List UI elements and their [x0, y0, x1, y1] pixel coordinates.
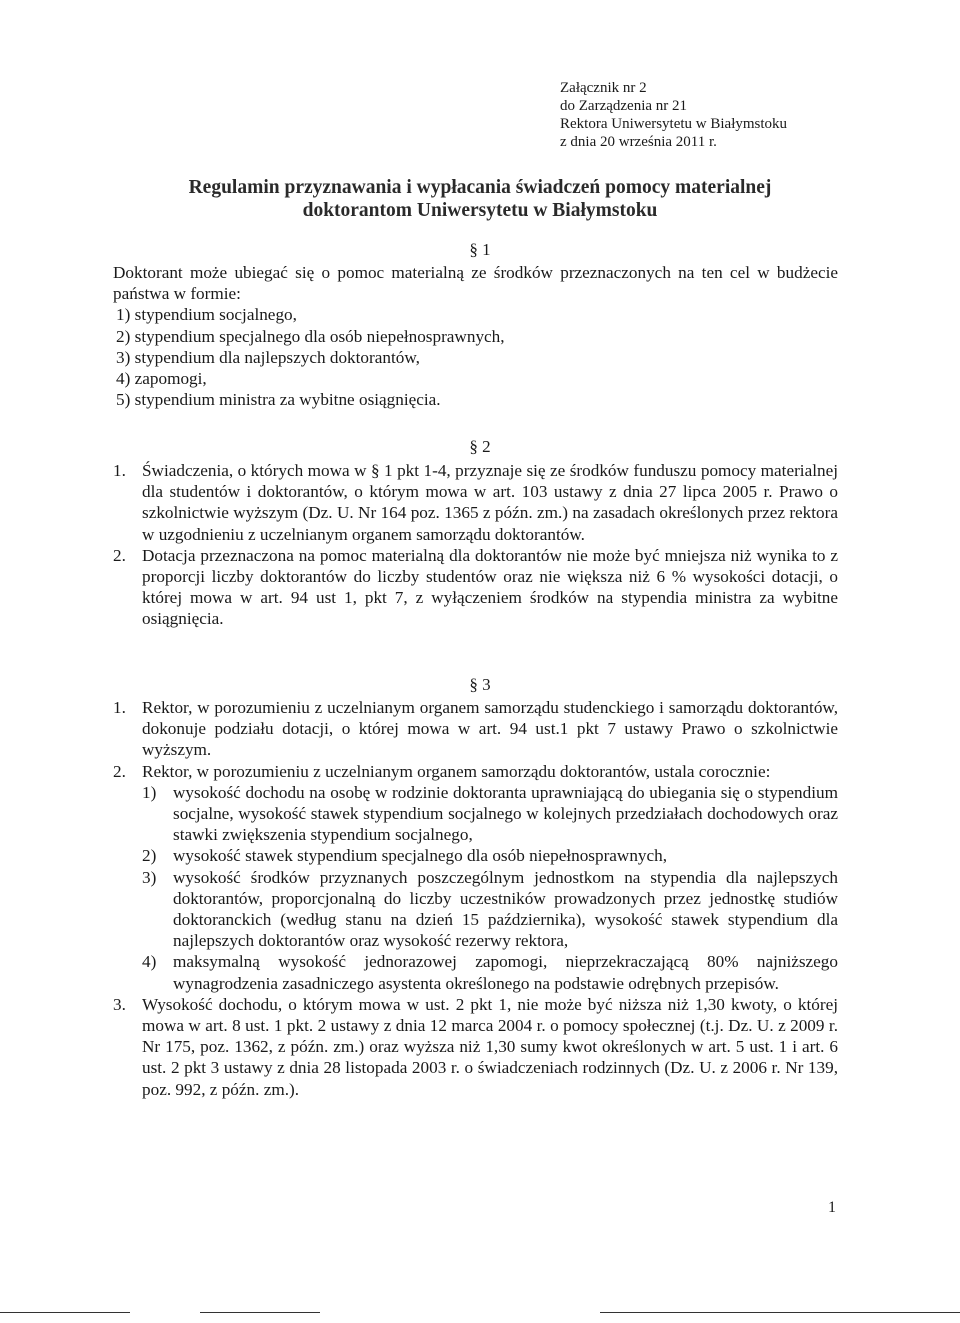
scan-edge-line	[0, 1312, 130, 1313]
list-item-number: 1)	[142, 782, 157, 802]
section-1-heading: § 1	[469, 240, 491, 259]
list-item: 5) stypendium ministra za wybitne osiągnięcia.	[116, 390, 441, 410]
list-item-number: 2)	[142, 846, 157, 866]
paragraph-text: Rektor, w porozumieniu z uczelnianym organem samorządu doktorantów, ustala corocznie:	[142, 761, 771, 781]
scan-edge-line	[200, 1312, 320, 1313]
attachment-line: do Zarządzenia nr 21	[560, 98, 688, 114]
list-item: 2) stypendium specjalnego dla osób niepełnosprawnych,	[116, 326, 505, 346]
attachment-line: Załącznik nr 2	[560, 80, 647, 96]
attachment-line: Rektora Uniwersytetu w Białymstoku	[560, 116, 788, 132]
paragraph-text: Wysokość dochodu, o którym mowa w ust. 2 pkt 1, nie może być niższa niż 1,30 kwoty, o której mowa w art. 8 ust. 1 pkt. 2 ustawy z dnia 12 marca 2004 r. o pomocy społecznej (t.j. Dz. U. z 2009 r. Nr 175, poz. 1362, z późn. zm.) oraz wyższa niż 1,30 sumy kwot określonych w art. 5 ust. 1 i art. 6 ust. 2 pkt 3 ustawy z dnia 28 listopada 2003 r. o świadczeniach rodzinnych (Dz. U. z 2006 r. Nr 139, poz. 992, z późn. zm.).	[142, 994, 838, 1099]
paragraph-number: 1.	[113, 461, 126, 480]
paragraph-number: 2.	[113, 545, 126, 565]
list-item-text: wysokość stawek stypendium specjalnego dla osób niepełnosprawnych,	[173, 846, 668, 866]
paragraph-text: Świadczenia, o których mowa w § 1 pkt 1-4, przyznaje się ze środków funduszu pomocy materialnej dla studentów i doktorantów, o którym mowa w art. 103 ustawy z dnia 27 lipca 2005 r. Prawo o szkolnictwie wyższym (Dz. U. Nr 164 poz. 1365 z późn. zm.) na zasadach określonych przez rektora w uzgodnieniu z uczelnianym organem samorządu doktorantów.	[142, 461, 838, 544]
section-1	[113, 262, 838, 410]
list-item	[142, 845, 838, 866]
section-3	[113, 697, 838, 1100]
title-line: doktorantom Uniwersytetu w Białymstoku	[302, 200, 658, 221]
paragraph	[113, 994, 838, 1100]
paragraph	[113, 460, 838, 545]
paragraph	[113, 761, 838, 782]
title-line: Regulamin przyznawania i wypłacania świadczeń pomocy materialnej	[188, 177, 772, 198]
list-item	[142, 867, 838, 952]
section-1-intro: Doktorant może ubiegać się o pomoc materialną ze środków przeznaczonych na ten cel w budżecie państwa w formie:	[113, 263, 838, 304]
paragraph-text: Rektor, w porozumieniu z uczelnianym organem samorządu studenckiego i samorządu doktorantów, dokonuje podziału dotacji, o której mowa w art. 94 ust.1 pkt 7 ustawy Prawo o szkolnictwie wyższym.	[142, 698, 838, 760]
attachment-line: z dnia 20 września 2011 r.	[560, 134, 717, 150]
list-item: 3) stypendium dla najlepszych doktorantów,	[116, 347, 420, 367]
list-item	[142, 782, 838, 846]
paragraph-text: Dotacja przeznaczona na pomoc materialną dla doktorantów nie może być mniejsza niż wynika to z proporcji liczby doktorantów do liczby studentów oraz nie większa niż 6 % wysokości dotacji, o której mowa w art. 94 ust 1, pkt 7, z wyłączeniem środków na stypendia ministra za wybitne osiągnięcia.	[142, 545, 838, 629]
list-item: 1) stypendium socjalnego,	[116, 305, 297, 325]
list-item: 4) zapomogi,	[116, 369, 207, 389]
paragraph-number: 3.	[113, 994, 126, 1014]
section-2-heading: § 2	[469, 437, 491, 456]
paragraph	[113, 545, 838, 630]
list-item-text: wysokość dochodu na osobę w rodzinie doktoranta uprawniającą do ubiegania się o stypendium socjalne, wysokość stawek stypendium socjalnego w kolejnych przedziałach dochodowych oraz stawki zwiększenia stypendium socjalnego,	[173, 782, 838, 845]
document-title	[0, 176, 960, 222]
attachment-note	[560, 79, 787, 151]
list-item-number: 3)	[142, 867, 157, 887]
list-item-number: 4)	[142, 952, 157, 972]
section-3-heading: § 3	[469, 675, 491, 694]
paragraph	[113, 697, 838, 761]
scan-edge-line	[600, 1312, 960, 1313]
list-item	[142, 951, 838, 993]
list-item-text: maksymalną wysokość jednorazowej zapomogi, nieprzekraczającą 80% najniższego wynagrodzenia zasadniczego asystenta określonego na podstawie odrębnych przepisów.	[173, 952, 838, 993]
paragraph-number: 2.	[113, 761, 126, 781]
page-number: 1	[828, 1199, 836, 1216]
section-2	[113, 460, 838, 630]
paragraph-number: 1.	[113, 698, 126, 717]
list-item-text: wysokość środków przyznanych poszczególnym jednostkom na stypendia dla najlepszych doktorantów, proporcjonalną do liczby uczestników prowadzonych przez jednostkę studiów doktoranckich (według stanu na dzień 15 października), wysokość stawek stypendium dla najlepszych doktorantów oraz wysokość rezerwy rektora,	[173, 867, 838, 951]
